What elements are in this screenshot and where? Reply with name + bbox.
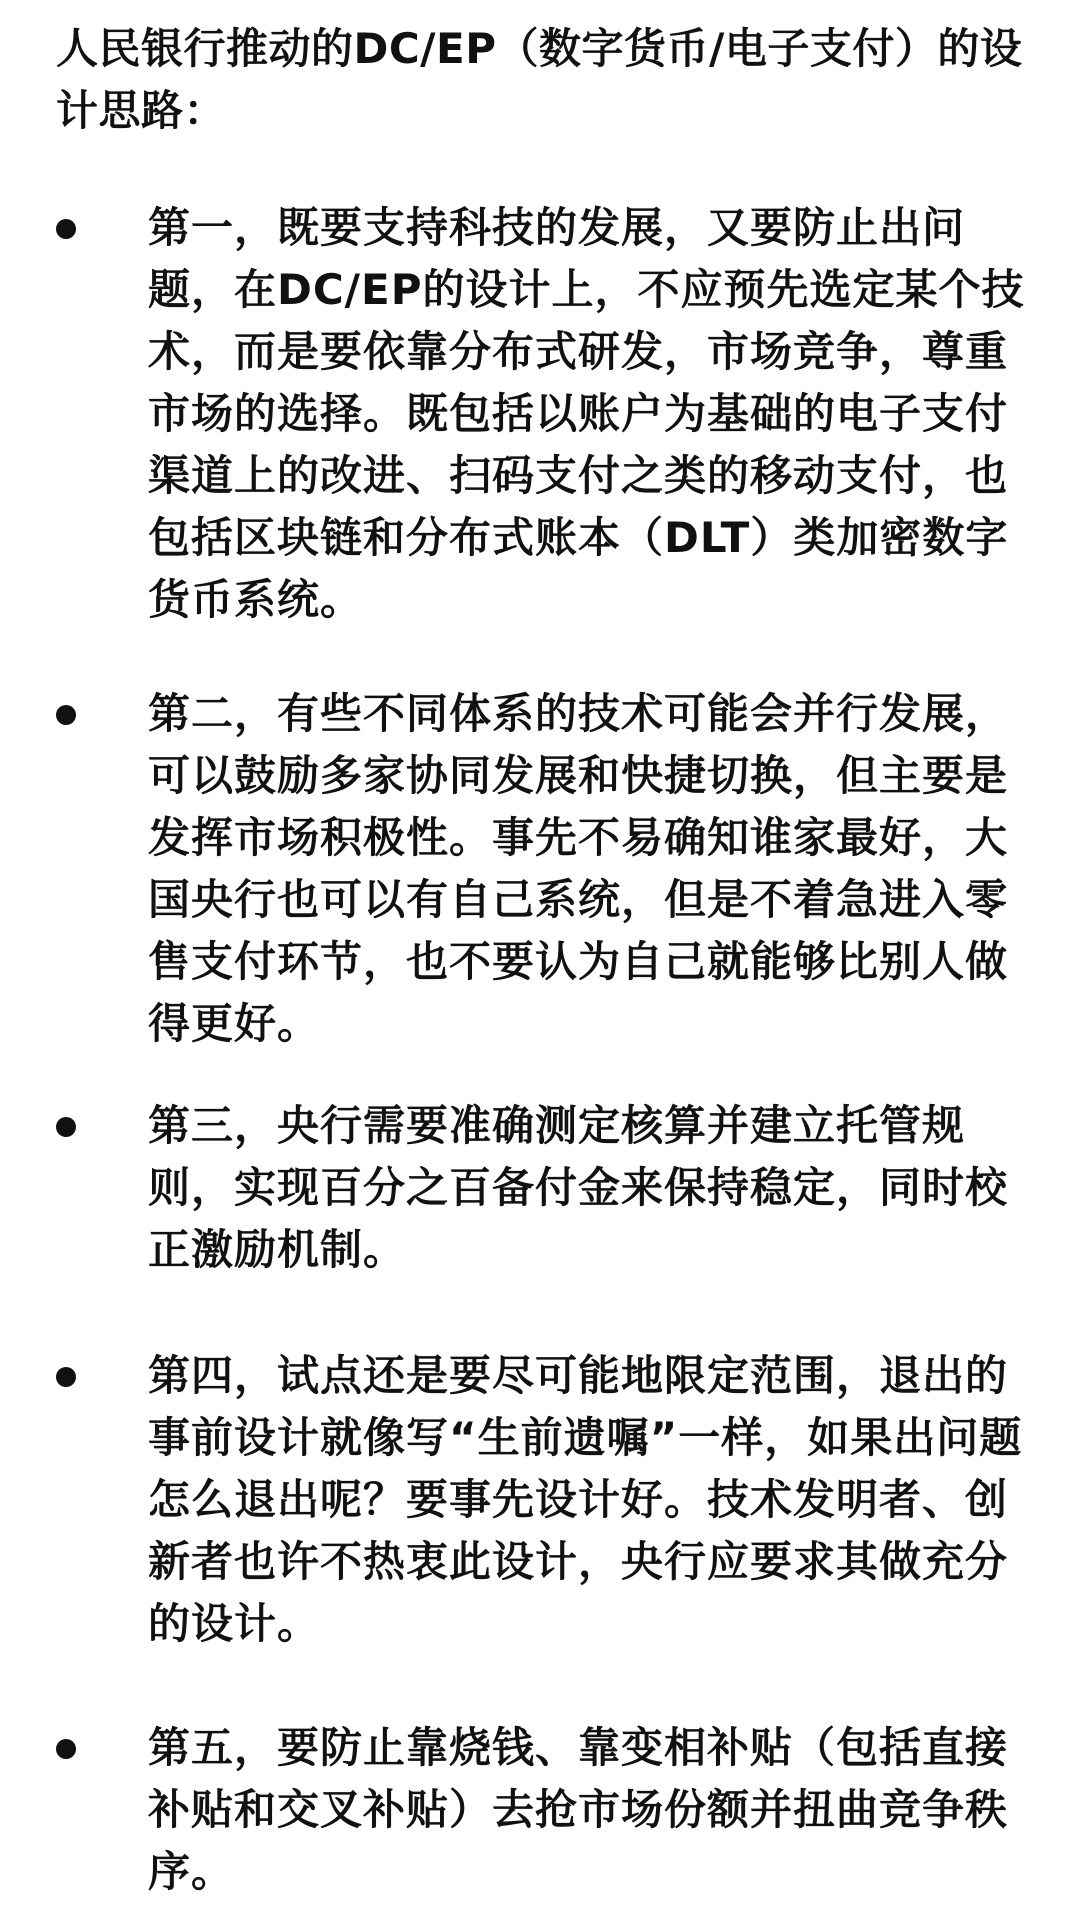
- bullet-icon: [56, 1367, 76, 1387]
- bullet-icon: [56, 1117, 76, 1137]
- bullet-icon: [56, 219, 76, 239]
- list-item-text: 第四，试点还是要尽可能地限定范围，退出的事前设计就像写“生前遗嘱”一样，如果出问题怎么退出呢？要事先设计好。技术发明者、创新者也许不热衷此设计，央行应要求其做充分的设计。: [148, 1351, 1023, 1648]
- list-item-text: 第五，要防止靠烧钱、靠变相补贴（包括直接补贴和交叉补贴）去抢市场份额并扭曲竞争秩序。: [148, 1723, 1009, 1896]
- document-title: 人民银行推动的DC/EP（数字货币/电子支付）的设计思路：: [56, 24, 1023, 135]
- bullet-icon: [56, 1739, 76, 1759]
- bullet-icon: [56, 705, 76, 725]
- list-item-text: 第一，既要支持科技的发展，又要防止出问题，在DC/EP的设计上，不应预先选定某个技术，而是要依靠分布式研发，市场竞争，尊重市场的选择。既包括以账户为基础的电子支付渠道上的改进、扫码支付之类的移动支付，也包括区块链和分布式账本（DLT）类加密数字货币系统。: [148, 203, 1025, 624]
- list-item-text: 第二，有些不同体系的技术可能会并行发展，可以鼓励多家协同发展和快捷切换，但主要是发挥市场积极性。事先不易确知谁家最好，大国央行也可以有自己系统，但是不着急进入零售支付环节，也不要认为自己就能够比别人做得更好。: [148, 689, 1009, 1048]
- list-item-text: 第三，央行需要准确测定核算并建立托管规则，实现百分之百备付金来保持稳定，同时校正激励机制。: [148, 1101, 1009, 1274]
